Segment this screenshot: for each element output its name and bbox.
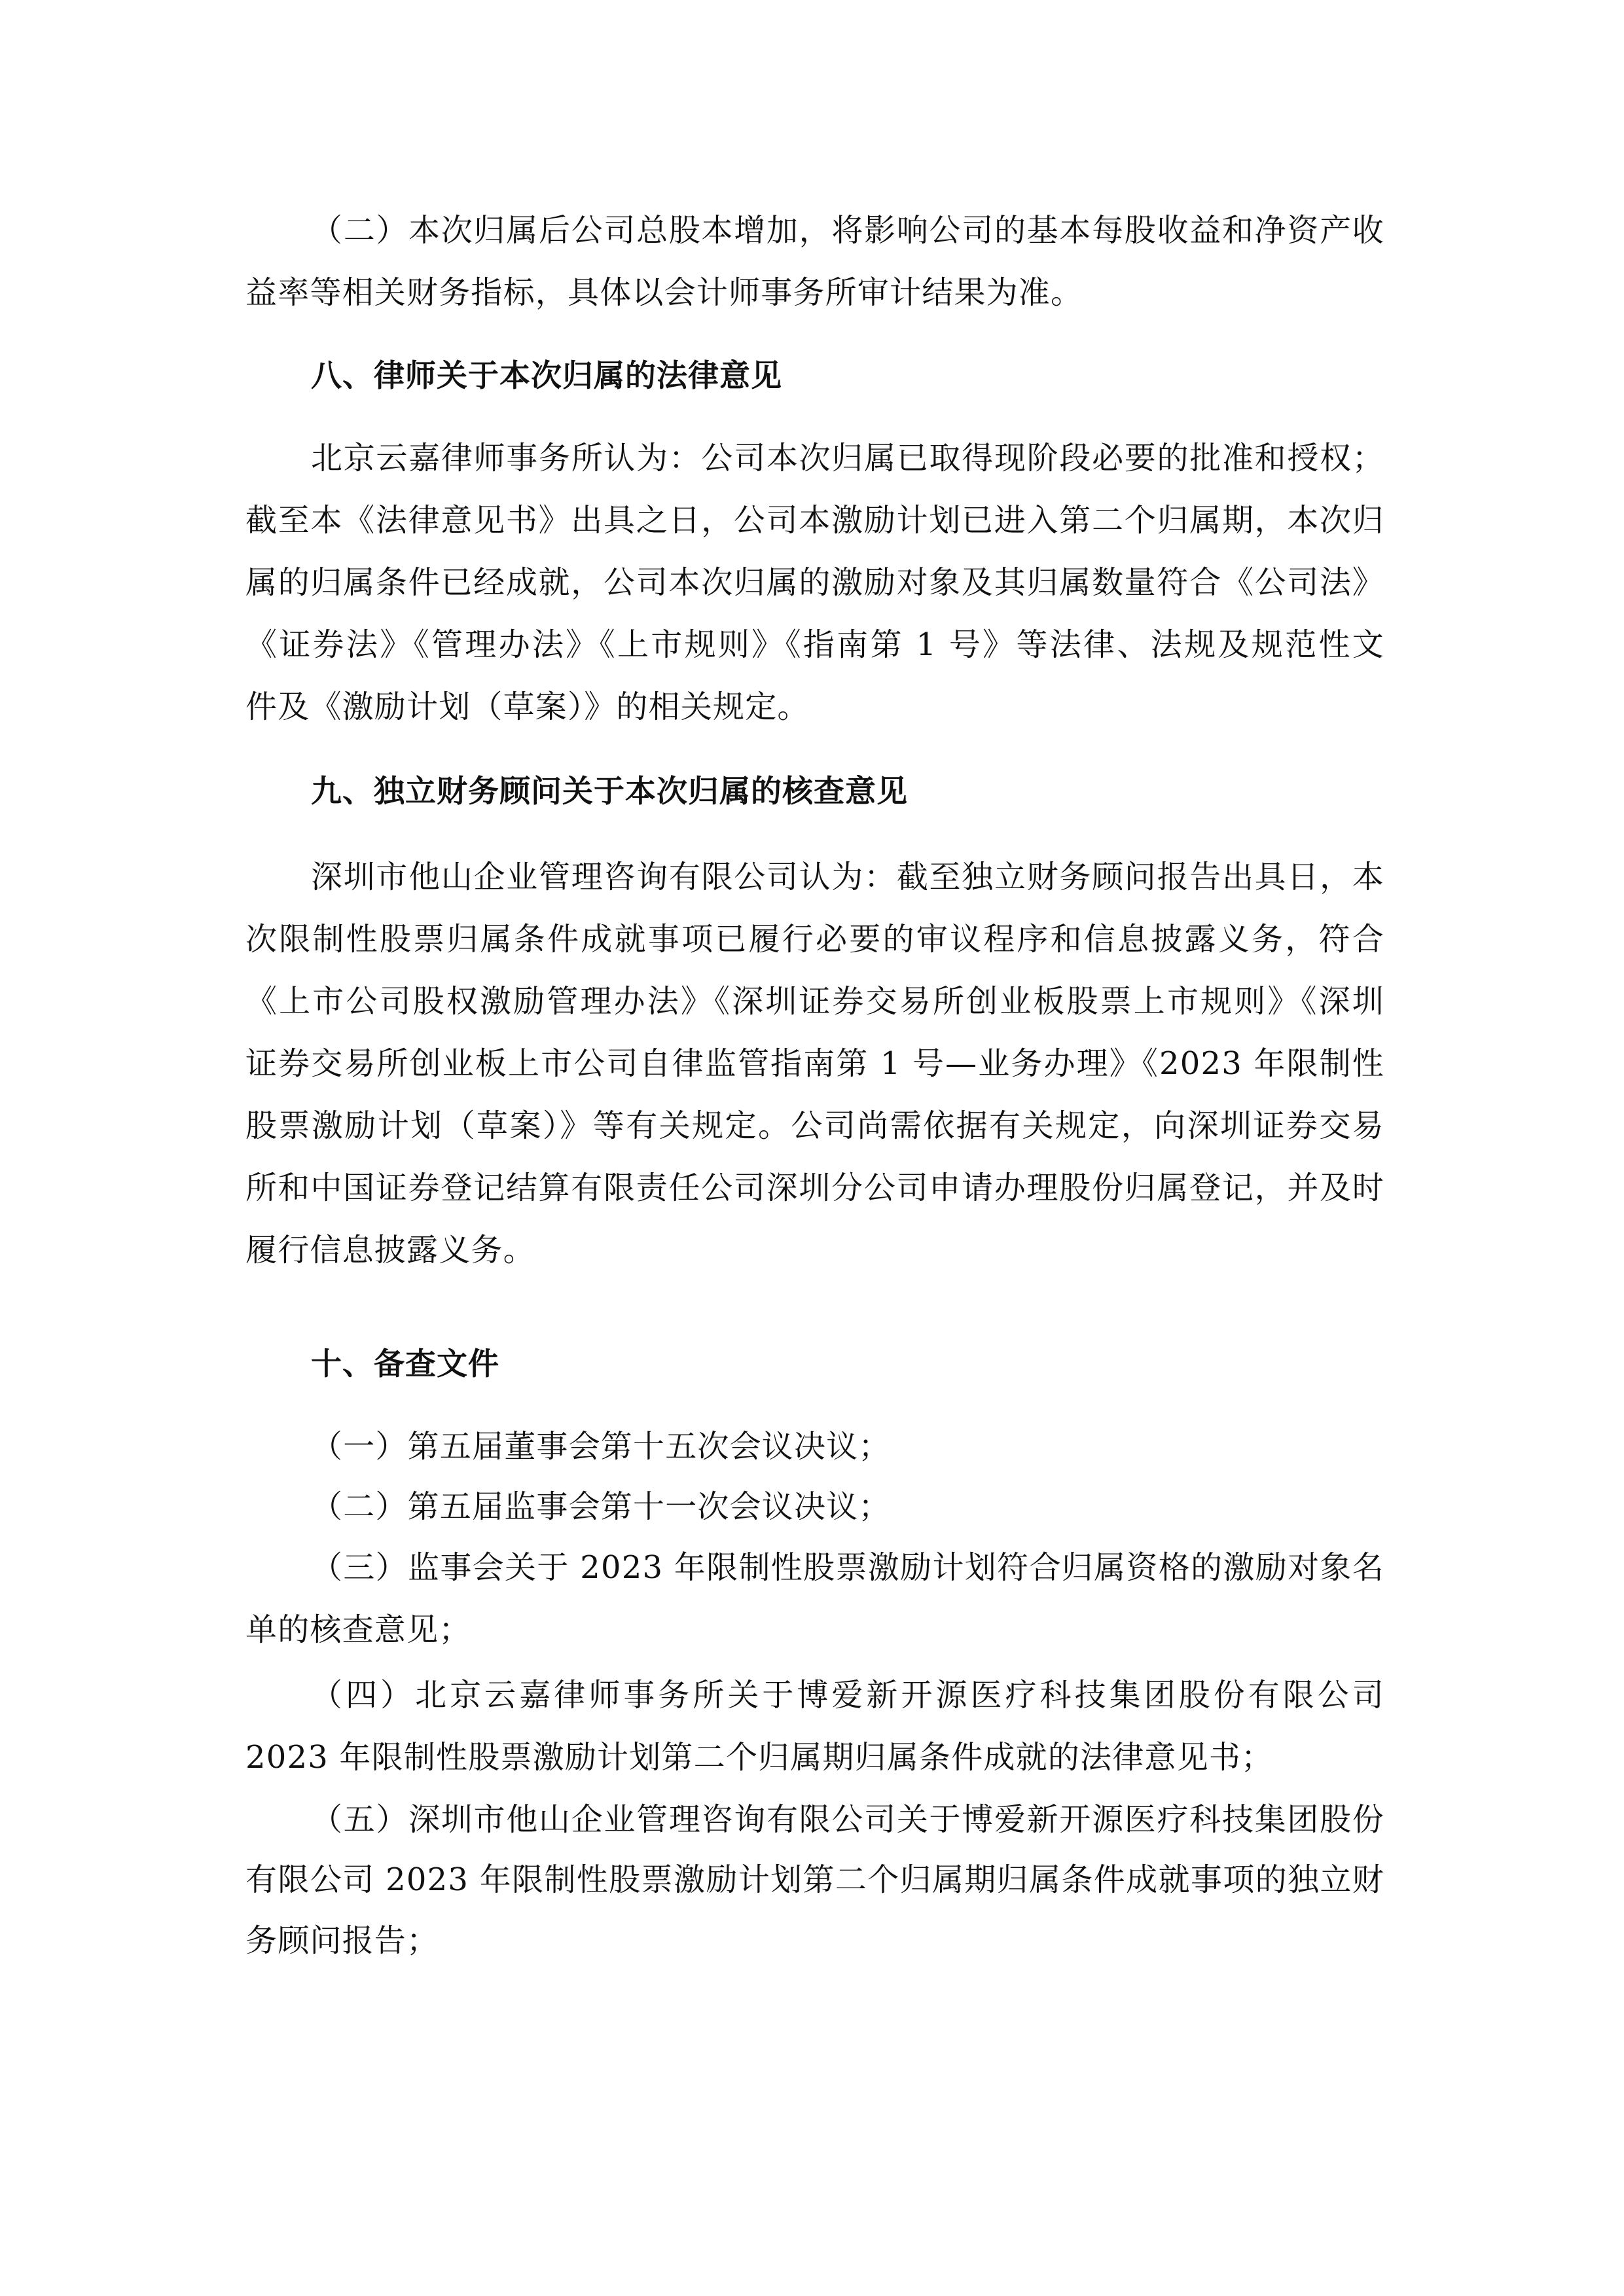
reference-item-5: （五）深圳市他山企业管理咨询有限公司关于博爱新开源医疗科技集团股份: [311, 1801, 1384, 1838]
reference-item-3-cont: 单的核查意见；: [245, 1611, 471, 1648]
reference-item-1: （一）第五届董事会第十五次会议决议；: [311, 1428, 891, 1465]
paragraph-line: 件及《激励计划（草案）》的相关规定。: [245, 689, 810, 725]
paragraph-line: 北京云嘉律师事务所认为：公司本次归属已取得现阶段必要的批准和授权；: [311, 440, 1384, 476]
paragraph-line: （二）本次归属后公司总股本增加，将影响公司的基本每股收益和净资产收: [311, 212, 1384, 249]
paragraph-line: 次限制性股票归属条件成就事项已履行必要的审议程序和信息披露义务，符合: [245, 921, 1384, 958]
reference-item-4: （四）北京云嘉律师事务所关于博爱新开源医疗科技集团股份有限公司: [311, 1677, 1384, 1713]
paragraph-line: 益率等相关财务指标，具体以会计师事务所审计结果为准。: [245, 274, 1083, 311]
section-heading-9: 九、独立财务顾问关于本次归属的核查意见: [311, 774, 908, 810]
paragraph-line: 深圳市他山企业管理咨询有限公司认为：截至独立财务顾问报告出具日，本: [311, 859, 1384, 895]
paragraph-line: 证券交易所创业板上市公司自律监管指南第 1 号—业务办理》《2023 年限制性: [245, 1045, 1384, 1082]
section-heading-8: 八、律师关于本次归属的法律意见: [311, 358, 782, 394]
paragraph-line: 截至本《法律意见书》出具之日，公司本激励计划已进入第二个归属期，本次归: [245, 502, 1384, 539]
paragraph-line: 股票激励计划（草案）》等有关规定。公司尚需依据有关规定，向深圳证券交易: [245, 1107, 1384, 1144]
reference-item-3: （三）监事会关于 2023 年限制性股票激励计划符合归属资格的激励对象名: [311, 1549, 1384, 1586]
section-heading-10: 十、备查文件: [311, 1346, 499, 1382]
reference-item-5-cont: 务顾问报告；: [245, 1922, 439, 1959]
paragraph-line: 《上市公司股权激励管理办法》《深圳证券交易所创业板股票上市规则》《深圳: [245, 983, 1384, 1020]
paragraph-line: 履行信息披露义务。: [245, 1232, 535, 1268]
paragraph-line: 属的归属条件已经成就，公司本次归属的激励对象及其归属数量符合《公司法》: [245, 564, 1384, 601]
reference-item-4-cont: 2023 年限制性股票激励计划第二个归属期归属条件成就的法律意见书；: [245, 1739, 1274, 1776]
paragraph-line: 《证券法》《管理办法》《上市规则》《指南第 1 号》等法律、法规及规范性文: [245, 626, 1384, 663]
reference-item-5-cont: 有限公司 2023 年限制性股票激励计划第二个归属期归属条件成就事项的独立财: [245, 1861, 1384, 1898]
paragraph-line: 所和中国证券登记结算有限责任公司深圳分公司申请办理股份归属登记，并及时: [245, 1170, 1384, 1206]
reference-item-2: （二）第五届监事会第十一次会议决议；: [311, 1488, 891, 1525]
